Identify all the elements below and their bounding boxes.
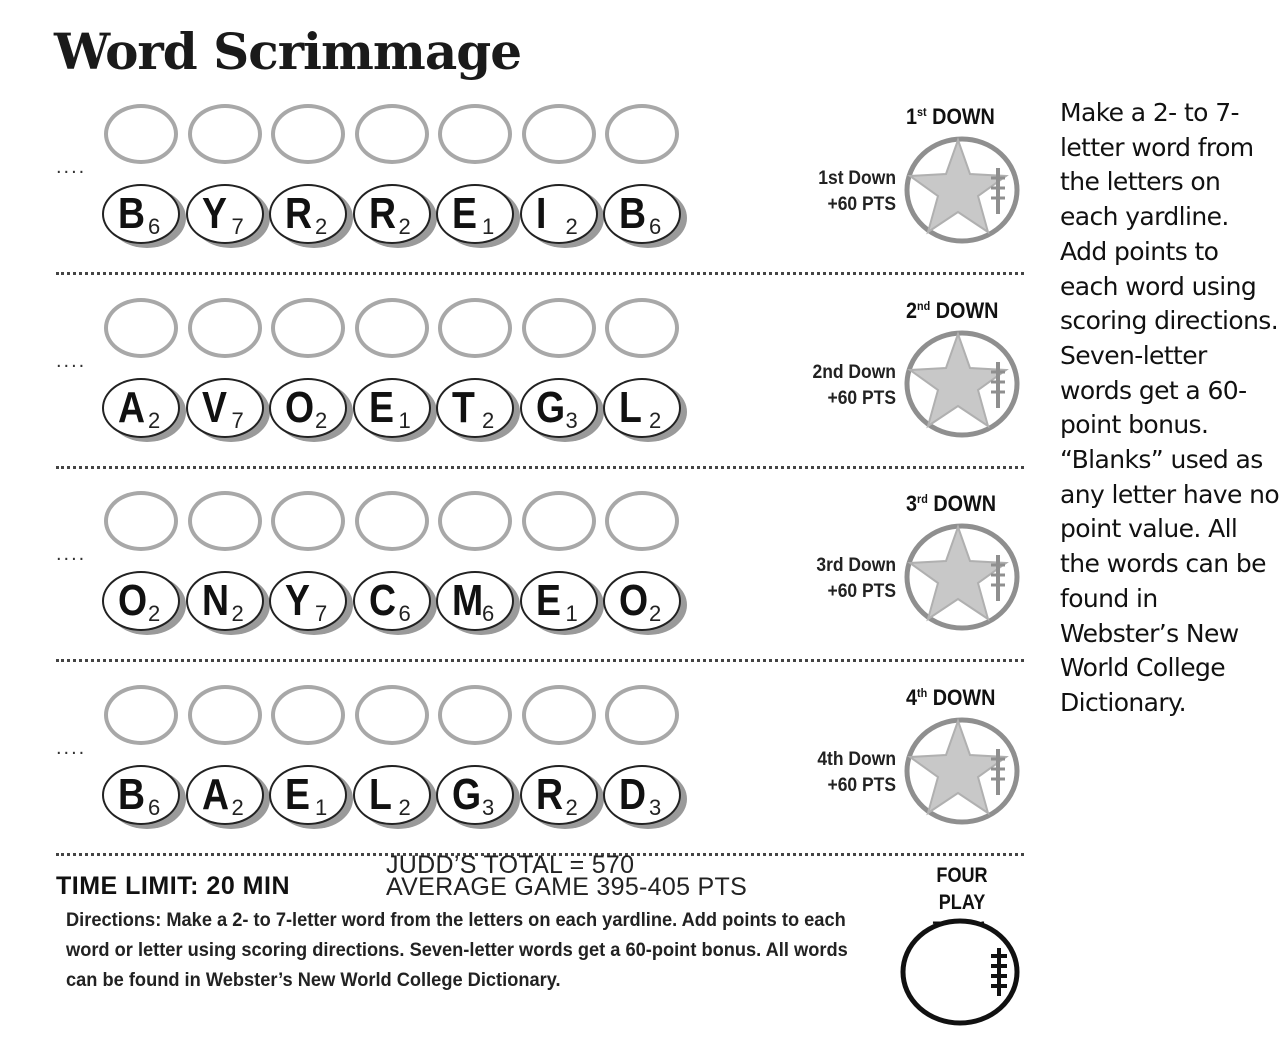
letter-tile [436, 571, 516, 635]
tile-letter: T [452, 383, 475, 432]
tile-letter: G [535, 383, 565, 432]
row-dots: .... [56, 543, 87, 565]
tile-letter: Y [285, 576, 310, 625]
letter-tile [186, 765, 266, 829]
down-ordinal: 2 [906, 298, 918, 323]
bonus-line1: 4th Down [817, 749, 896, 770]
down-word: DOWN [935, 298, 999, 323]
tile-letter: M [452, 576, 484, 625]
down-ordinal: 3 [906, 491, 918, 516]
down-ordinal: 1 [906, 104, 918, 129]
tile-letter: G [452, 770, 482, 819]
puzzle-title: Word Scrimmage [54, 22, 522, 81]
answer-blank[interactable] [522, 491, 596, 551]
answer-blank[interactable] [271, 685, 345, 745]
down-bonus [798, 747, 896, 799]
tile-letter: N [201, 576, 229, 625]
down-label [906, 298, 998, 324]
letter-tile [603, 184, 683, 248]
letter-tile [436, 765, 516, 829]
tile-letter: Y [201, 189, 227, 238]
tile-letter: D [619, 770, 647, 819]
tile-letter: B [118, 189, 146, 238]
letter-tile [186, 378, 266, 442]
four-play-line1: FOUR PLAY [936, 864, 988, 914]
down-score-football-icon[interactable] [902, 328, 1022, 438]
down-suffix: th [917, 686, 928, 700]
answer-blank[interactable] [605, 685, 679, 745]
bonus-line2: +60 PTS [827, 775, 896, 796]
yardline-separator [56, 659, 1024, 662]
down-suffix: rd [917, 492, 928, 506]
tile-face [520, 184, 598, 244]
bonus-line2: +60 PTS [827, 388, 896, 409]
tile-points: 2 [565, 214, 578, 239]
letter-tile [102, 571, 182, 635]
answer-blank[interactable] [104, 491, 178, 551]
down-label [906, 491, 996, 517]
tile-letter: O [285, 383, 315, 432]
bonus-line2: +60 PTS [827, 194, 896, 215]
tile-points: 1 [398, 408, 411, 433]
row-dots: .... [56, 737, 87, 759]
tile-points: 6 [649, 214, 662, 239]
bonus-line1: 2nd Down [812, 362, 896, 383]
tile-points: 6 [482, 601, 495, 626]
tile-letter: E [535, 576, 561, 625]
tile-letter: L [368, 770, 392, 819]
yardline-row [0, 96, 1040, 276]
tile-points: 6 [148, 795, 161, 820]
tile-points: 2 [398, 795, 411, 820]
tile-points: 6 [148, 214, 161, 239]
tile-points: 2 [649, 601, 662, 626]
tile-points: 1 [315, 795, 328, 820]
tile-letter: R [368, 189, 396, 238]
letter-tile [603, 765, 683, 829]
tile-points: 2 [148, 601, 161, 626]
answer-blank[interactable] [605, 104, 679, 164]
row-dots: .... [56, 156, 87, 178]
tile-letter: A [201, 770, 229, 819]
tile-points: 2 [231, 795, 244, 820]
down-label [906, 104, 995, 130]
answer-blank[interactable] [188, 298, 262, 358]
tile-points: 6 [398, 601, 411, 626]
side-instructions: Make a 2- to 7-letter word from the letters on each yardline. Add points to each word using scoring directions. Seven-letter words get a 60-point bonus. “Blanks” used as any letter have no point value. All the words can be found in Webster’s New World College Dictionary. [1060, 98, 1280, 717]
tile-letter: O [118, 576, 148, 625]
letter-tile [102, 765, 182, 829]
yardline-row [0, 483, 1040, 663]
down-suffix: st [917, 105, 927, 119]
tile-letter: B [619, 189, 647, 238]
tile-points: 3 [482, 795, 495, 820]
down-score-football-icon[interactable] [902, 715, 1022, 825]
answer-blank[interactable] [188, 104, 262, 164]
letter-tile [520, 571, 600, 635]
tile-points: 1 [482, 214, 495, 239]
tile-letter: A [118, 383, 146, 432]
down-label [906, 685, 995, 711]
letter-tile [603, 571, 683, 635]
tile-points: 2 [398, 214, 411, 239]
directions-text: Directions: Make a 2- to 7-letter word from the letters on each yardline. Add points to each word or letter using scoring directions. Seven-letter words get a 60-point bonus. All words can be found in Webster’s New World College Dictionary. [66, 910, 848, 991]
answer-blank[interactable] [438, 685, 512, 745]
tile-letter: O [619, 576, 649, 625]
judd-total: JUDD’S TOTAL = 570 [386, 851, 635, 879]
down-word: DOWN [932, 104, 995, 129]
letter-tile [353, 184, 433, 248]
bonus-line1: 3rd Down [816, 555, 896, 576]
answer-blank[interactable] [355, 685, 429, 745]
tile-points: 3 [649, 795, 662, 820]
time-limit: TIME LIMIT: 20 MIN [56, 872, 290, 900]
yardline-separator [56, 272, 1024, 275]
answer-blank[interactable] [355, 104, 429, 164]
down-score-football-icon[interactable] [902, 134, 1022, 244]
down-suffix: nd [917, 299, 931, 313]
letter-tile [102, 184, 182, 248]
tile-letter: R [535, 770, 563, 819]
down-bonus [798, 553, 896, 605]
answer-blank[interactable] [271, 298, 345, 358]
tile-letter: B [118, 770, 146, 819]
letter-tile [520, 378, 600, 442]
answer-blank[interactable] [522, 104, 596, 164]
letter-tile [269, 378, 349, 442]
answer-blank[interactable] [188, 685, 262, 745]
letter-tile [353, 378, 433, 442]
letter-tile [353, 571, 433, 635]
answer-blank[interactable] [438, 104, 512, 164]
answer-blank[interactable] [438, 491, 512, 551]
letter-tile [436, 378, 516, 442]
tile-letter: R [285, 189, 313, 238]
tile-points: 7 [231, 408, 244, 433]
answer-blank[interactable] [188, 491, 262, 551]
answer-blank[interactable] [104, 685, 178, 745]
answer-blank[interactable] [438, 298, 512, 358]
tile-points: 2 [315, 214, 328, 239]
score-summary [386, 851, 748, 901]
bonus-line2: +60 PTS [827, 581, 896, 602]
tile-points: 2 [649, 408, 662, 433]
answer-blank[interactable] [522, 298, 596, 358]
tile-face [603, 378, 681, 438]
bonus-line1: 1st Down [818, 168, 896, 189]
down-ordinal: 4 [906, 685, 918, 710]
tile-letter: L [619, 383, 642, 432]
answer-blank[interactable] [104, 298, 178, 358]
yardline-separator [56, 466, 1024, 469]
tile-points: 2 [148, 408, 161, 433]
tile-points: 1 [565, 601, 578, 626]
tile-letter: E [368, 383, 394, 432]
letter-tile [186, 184, 266, 248]
answer-blank[interactable] [355, 298, 429, 358]
down-bonus [798, 166, 896, 218]
down-word: DOWN [933, 491, 997, 516]
total-score-football-icon[interactable] [898, 916, 1026, 1028]
tile-points: 2 [231, 601, 244, 626]
letter-tile [520, 184, 600, 248]
letter-tile [436, 184, 516, 248]
letter-tile [353, 765, 433, 829]
tile-points: 2 [482, 408, 495, 433]
answer-blank[interactable] [271, 104, 345, 164]
tile-points: 7 [231, 214, 244, 239]
letter-tile [269, 765, 349, 829]
answer-blank[interactable] [605, 298, 679, 358]
down-word: DOWN [932, 685, 996, 710]
average-game: AVERAGE GAME 395-405 PTS [386, 873, 748, 901]
tile-letter: V [201, 383, 227, 432]
answer-blank[interactable] [104, 104, 178, 164]
yardline-row [0, 290, 1040, 470]
tile-letter: E [452, 189, 477, 238]
letter-tile [269, 571, 349, 635]
tile-points: 7 [315, 601, 328, 626]
answer-blank[interactable] [271, 491, 345, 551]
row-dots: .... [56, 350, 87, 372]
tile-face [436, 378, 514, 438]
down-bonus [798, 360, 896, 412]
answer-blank[interactable] [605, 491, 679, 551]
letter-tile [186, 571, 266, 635]
letter-tile [102, 378, 182, 442]
tile-points: 3 [565, 408, 578, 433]
tile-letter: E [285, 770, 310, 819]
answer-blank[interactable] [355, 491, 429, 551]
tile-points: 2 [315, 408, 328, 433]
yardline-row [0, 677, 1040, 857]
tile-letter: I [535, 189, 546, 238]
down-score-football-icon[interactable] [902, 521, 1022, 631]
letter-tile [269, 184, 349, 248]
letter-tile [520, 765, 600, 829]
answer-blank[interactable] [522, 685, 596, 745]
letter-tile [603, 378, 683, 442]
tile-letter: C [368, 576, 396, 625]
tile-points: 2 [565, 795, 578, 820]
